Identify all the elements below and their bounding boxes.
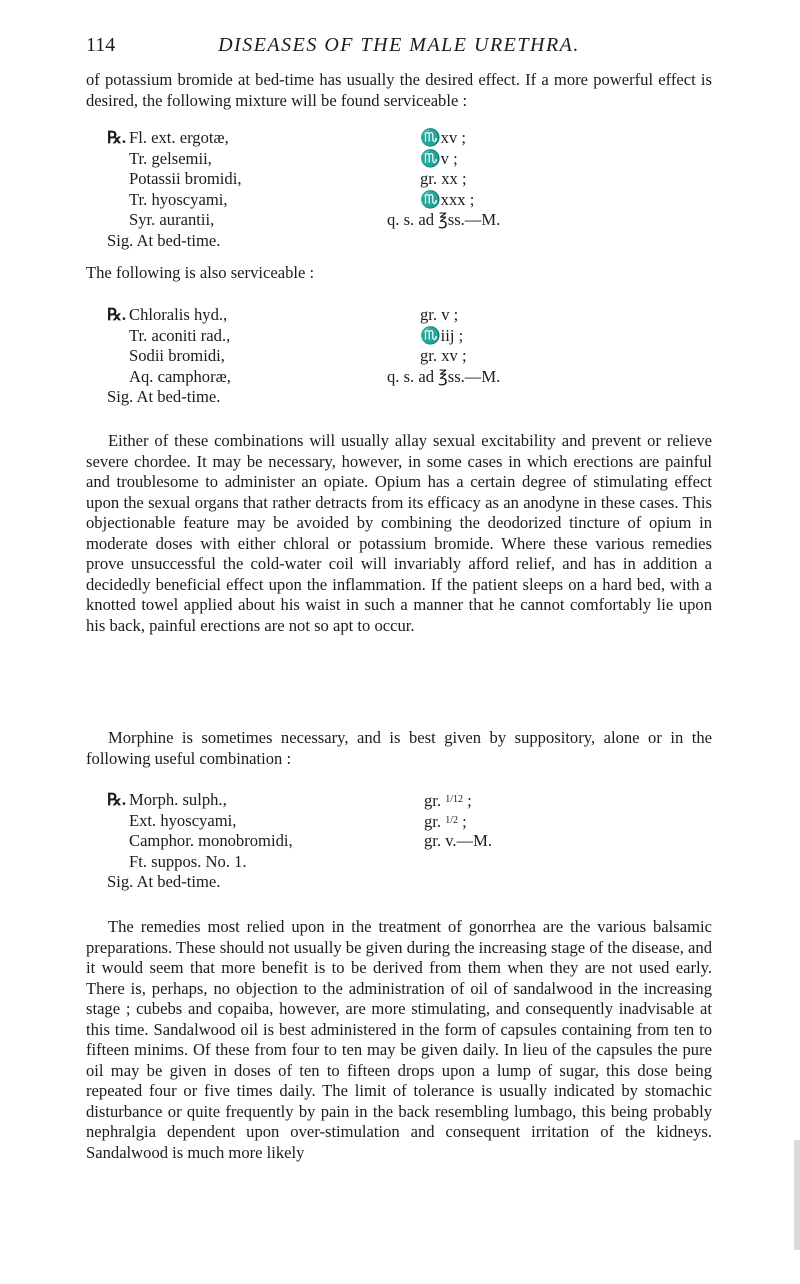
recipe-symbol: ℞. bbox=[107, 128, 127, 147]
ingredient: Chloralis hyd., bbox=[129, 305, 228, 324]
scan-edge-shadow bbox=[794, 1140, 800, 1250]
prescription-sig: Sig. At bed-time. bbox=[107, 387, 221, 406]
paragraph-either: Either of these combinations will usually allay sexual excitability and prevent or relieve severe chordee. It may be necessary, however, in some cases in which erections are painful and troublesome to administer an opiate. Opium has a certain degree of stimulating effect upon the sexual organs that rather detracts from its efficacy as an anodyne in these cases. This objectionable feature may be avoided by combining the deodorized tincture of opium in moderate doses with either chloral or potassium bromide. Where these various remedies prove unsuccessful the cold-water coil will invariably afford relief, and has in addition a decidedly beneficial effect upon the inflammation. If the patient sleeps on a hard bed, with a knotted towel applied about his waist in such a manner that he cannot comfortably lie upon his back, painful erections are not so apt to occur. bbox=[86, 431, 712, 635]
paragraph-morphine: Morphine is sometimes necessary, and is best given by suppository, alone or in the following useful combination : bbox=[86, 728, 712, 768]
paragraph-also: The following is also serviceable : bbox=[86, 263, 315, 282]
prescription-line bbox=[107, 149, 707, 170]
prescription-2 bbox=[107, 305, 707, 408]
prescription-line: Ext. hyoscyami, gr. $^{1/2}$ ; bbox=[107, 811, 707, 832]
dose: gr. v.—M. bbox=[424, 831, 493, 850]
dose: gr. xv ; bbox=[420, 346, 467, 365]
paragraph-remedies: The remedies most relied upon in the treatment of gonorrhea are the various balsamic preparations. These should not usually be given during the increasing stage of the disease, and it would seem that more benefit is to be derived from them when they are not used early. There is, perhaps, no objection to the administration of oil of sandalwood in the increasing stage ; cubebs and copaiba, however, are more stimulating, and consequently inadvisable at this time. Sandalwood oil is best administered in the form of capsules containing from ten to fifteen minims. Of these from four to ten may be given daily. In lieu of the capsules the pure oil may be given in doses of ten to fifteen drops upon a lump of sugar, this dose being repeated four or five times daily. The limit of tolerance is usually indicated by stomachic disturbance or quite frequently by pain in the back resembling lumbago, this being probably nephralgia dependent upon over-stimulation and consequent irritation of the kidneys. Sandalwood is much more likely bbox=[86, 917, 712, 1162]
prescription-sig: Sig. At bed-time. bbox=[107, 872, 221, 891]
dose: q. s. ad ℥ss.—M. bbox=[387, 366, 501, 386]
prescription-line bbox=[107, 169, 707, 190]
dose: ♏xv ; bbox=[420, 128, 467, 147]
ingredient: Fl. ext. ergotæ, bbox=[129, 128, 229, 147]
dose-fraction: 1/12 bbox=[445, 794, 463, 805]
prescription-line bbox=[107, 831, 707, 852]
ingredient: Camphor. monobromidi, bbox=[129, 831, 293, 850]
ingredient: Ft. suppos. No. 1. bbox=[129, 851, 247, 871]
prescription-line bbox=[107, 305, 707, 326]
running-title: DISEASES OF THE MALE URETHRA. bbox=[218, 34, 580, 56]
prescription-line bbox=[107, 326, 707, 347]
dose: gr. bbox=[424, 811, 446, 831]
ingredient: Potassii bromidi, bbox=[129, 169, 242, 188]
prescription-line bbox=[107, 210, 707, 231]
recipe-symbol: ℞. bbox=[107, 305, 127, 324]
prescription-line bbox=[107, 190, 707, 211]
paragraph-intro: of potassium bromide at bed-time has usually the desired effect. If a more powerful effect is desired, the following mixture will be found serviceable : bbox=[86, 70, 712, 110]
prescription-1 bbox=[107, 128, 707, 251]
recipe-symbol: ℞. bbox=[107, 790, 127, 809]
prescription-line bbox=[107, 852, 707, 873]
dose: ♏v ; bbox=[420, 148, 458, 168]
prescription-line bbox=[107, 128, 707, 149]
dose: q. s. ad ℥ss.—M. bbox=[387, 210, 501, 229]
ingredient: Aq. camphoræ, bbox=[129, 366, 231, 386]
prescription-line: ℞. Morph. sulph., gr. $^{1/12}$ ; bbox=[107, 790, 472, 810]
ingredient: Tr. hyoscyami, bbox=[129, 189, 228, 209]
dose: gr. xx ; bbox=[420, 169, 467, 188]
dose: ♏xxx ; bbox=[420, 189, 475, 209]
dose: ♏iij ; bbox=[420, 325, 464, 345]
ingredient: Sodii bromidi, bbox=[129, 346, 225, 365]
prescription-sig: Sig. At bed-time. bbox=[107, 230, 221, 250]
page-number: 114 bbox=[86, 34, 116, 56]
dose: gr. v ; bbox=[420, 305, 459, 324]
prescription-line bbox=[107, 367, 707, 388]
ingredient: Morph. sulph., bbox=[129, 790, 227, 809]
dose-fraction: 1/2 bbox=[445, 814, 458, 826]
prescription-line bbox=[107, 346, 707, 367]
ingredient: Tr. gelsemii, bbox=[129, 148, 212, 168]
running-header bbox=[86, 34, 712, 58]
dose: gr. bbox=[424, 791, 446, 810]
ingredient: Ext. hyoscyami, bbox=[129, 810, 237, 830]
prescription-3 bbox=[107, 790, 707, 893]
ingredient: Tr. aconiti rad., bbox=[129, 325, 231, 345]
ingredient: Syr. aurantii, bbox=[129, 210, 215, 229]
